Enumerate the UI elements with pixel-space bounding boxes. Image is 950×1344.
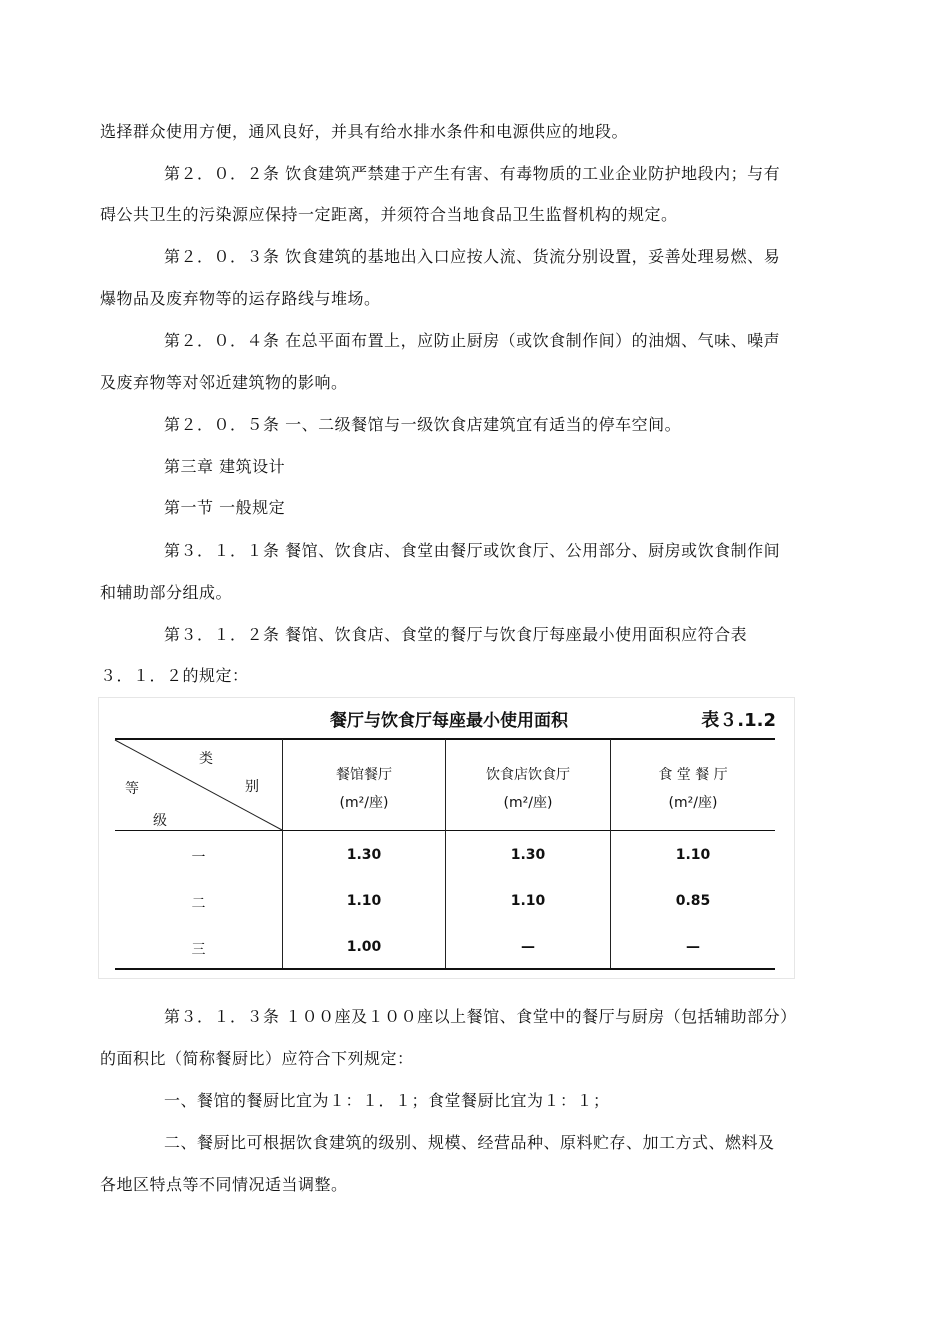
cell-value: 1.00 xyxy=(346,939,382,955)
corner-label-lei: 类 xyxy=(199,751,213,767)
corner-diagonal xyxy=(99,698,299,838)
paragraph-line: 第２．０．５条 一、二级餐馆与一级饮食店建筑宜有适当的停车空间。 xyxy=(164,415,682,434)
table-cell xyxy=(283,939,445,955)
paragraph-line: 碍公共卫生的污染源应保持一定距离，并须符合当地食品卫生监督机构的规定。 xyxy=(100,205,678,224)
paragraph-line: 的面积比（简称餐厨比）应符合下列规定： xyxy=(100,1049,414,1068)
table-cell xyxy=(611,893,775,909)
paragraph-line: 爆物品及废弃物等的运存路线与堆场。 xyxy=(100,289,381,308)
cell-value: 1.10 xyxy=(346,893,382,909)
paragraph-line: 第３．１．１条 餐馆、饮食店、食堂由餐厅或饮食厅、公用部分、厨房或饮食制作间 xyxy=(164,541,781,560)
paragraph-line: 和辅助部分组成。 xyxy=(100,583,233,602)
paragraph-line: 第２．０．２条 饮食建筑严禁建于产生有害、有毒物质的工业企业防护地段内；与有 xyxy=(164,164,781,183)
table-cell xyxy=(611,939,775,955)
section-heading: 第一节 一般规定 xyxy=(164,498,286,517)
column-header-unit: (m²/座) xyxy=(668,795,718,811)
paragraph-line: 第２．０．３条 饮食建筑的基地出入口应按人流、货流分别设置，妥善处理易燃、易 xyxy=(164,247,781,266)
chapter-heading: 第三章 建筑设计 xyxy=(164,457,286,476)
paragraph-line: 一、餐馆的餐厨比宜为１：１．１；食堂餐厨比宜为１：１； xyxy=(164,1091,610,1110)
cell-value: 1.10 xyxy=(675,847,711,863)
table-cell xyxy=(446,939,610,955)
table-cell xyxy=(446,893,610,909)
row-grade: 三 xyxy=(191,942,206,958)
paragraph-line: 二、餐厨比可根据饮食建筑的级别、规模、经营品种、原料贮存、加工方式、燃料及 xyxy=(164,1133,775,1152)
cell-value: 0.85 xyxy=(675,893,711,909)
table-bottom-rule xyxy=(115,968,775,970)
corner-label-ji: 级 xyxy=(153,813,167,829)
cell-value: — xyxy=(521,939,535,955)
cell-value: 1.30 xyxy=(346,847,382,863)
cell-value: — xyxy=(686,939,700,955)
paragraph-line: ３．１．２的规定： xyxy=(100,666,249,685)
paragraph-line: 及废弃物等对邻近建筑物的影响。 xyxy=(100,373,348,392)
corner-label-deng: 等 xyxy=(125,781,139,797)
area-table xyxy=(98,697,795,979)
paragraph-line: 第３．１．３条 １００座及１００座以上餐馆、食堂中的餐厅与厨房（包括辅助部分） xyxy=(164,1007,797,1026)
row-grade: 二 xyxy=(191,896,206,912)
row-grade: 一 xyxy=(191,850,206,866)
table-cell xyxy=(283,893,445,909)
paragraph-line: 第３．１．２条 餐馆、饮食店、食堂的餐厅与饮食厅每座最小使用面积应符合表 xyxy=(164,625,748,644)
cell-value: 1.10 xyxy=(510,893,546,909)
paragraph-line: 第２．０．４条 在总平面布置上，应防止厨房（或饮食制作间）的油烟、气味、噪声 xyxy=(164,331,781,350)
column-header-name: 食 堂 餐 厅 xyxy=(658,767,728,783)
table-cell xyxy=(446,847,610,863)
paragraph-line: 选择群众使用方便，通风良好，并具有给水排水条件和电源供应的地段。 xyxy=(100,122,629,141)
table-number: 表３.1.2 xyxy=(701,710,776,731)
column-header-name: 饮食店饮食厅 xyxy=(486,767,570,783)
table-cell xyxy=(611,847,775,863)
column-header-name: 餐馆餐厅 xyxy=(336,767,392,783)
column-header-unit: (m²/座) xyxy=(339,795,389,811)
table-cell xyxy=(283,847,445,863)
corner-label-bie: 别 xyxy=(245,779,259,795)
paragraph-line: 各地区特点等不同情况适当调整。 xyxy=(100,1175,348,1194)
column-header-unit: (m²/座) xyxy=(503,795,553,811)
table-title: 餐厅与饮食厅每座最小使用面积 xyxy=(330,711,568,731)
cell-value: 1.30 xyxy=(510,847,546,863)
